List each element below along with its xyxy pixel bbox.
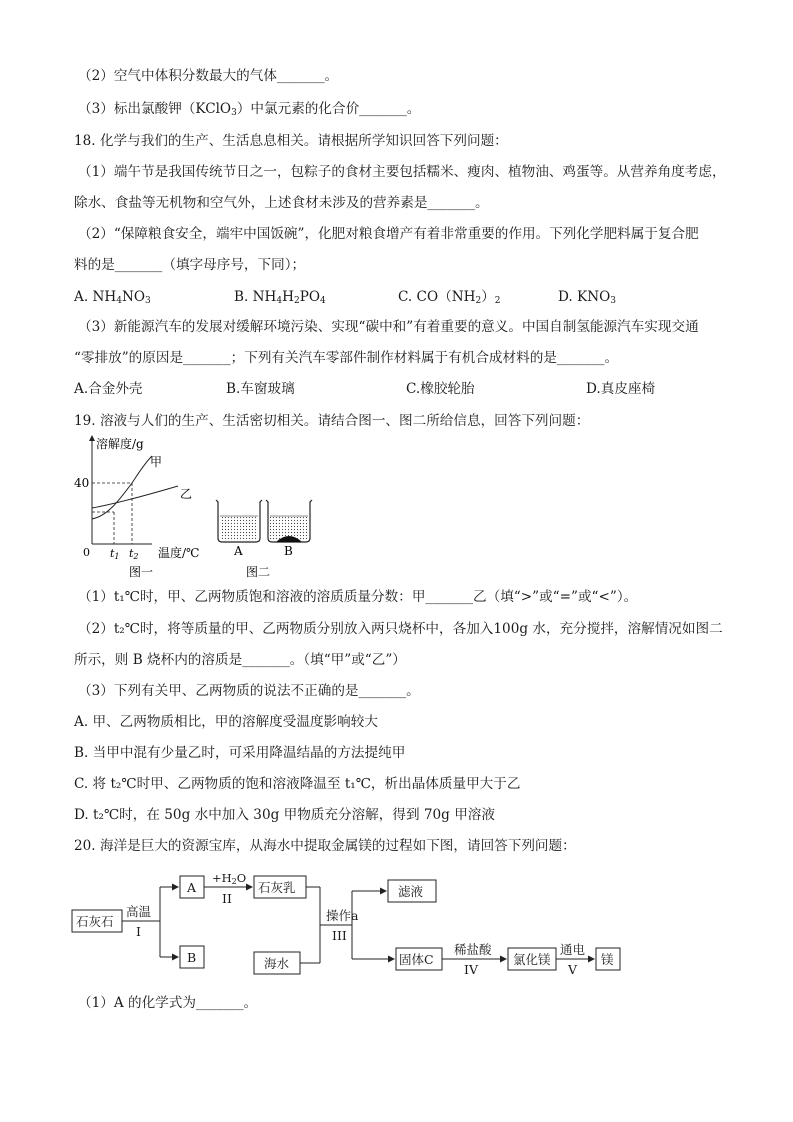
origin-label: 0 [83,546,90,559]
label-lime-milk: 石灰乳 [258,880,296,895]
q18-2-option-d: D. $KNO_3$ [558,289,616,306]
label-filtrate: 滤液 [398,884,424,899]
q17-2: （2）空气中体积分数最大的气体_______。 [78,68,339,84]
q18-3-option-a: A.合金外壳 [74,381,143,397]
q18-3-option-c: C.橡胶轮胎 [406,381,475,397]
curve-jia [92,456,152,519]
beaker-a-label: A [234,544,243,558]
q20-1: （1）A 的化学式为_______。 [78,995,258,1011]
q18-2-line1: （2）“保障粮食安全，端牢中国饭碗”，化肥对粮食增产有着非常重要的作用。下列化学肥料属于复合肥 [78,226,699,242]
q17-3: （3）标出氯酸钾（KClO$_3$）中氯元素的化合价_______。 [78,101,421,118]
q18-1-line2: 除水、食盐等无机物和空气外，上述食材未涉及的营养素是_______。 [74,195,489,211]
label-step1-cond: 高温 [126,904,152,919]
solubility-curve-figure [74,434,224,580]
figure2-caption: 图二 [246,565,271,579]
label-step4-num: IV [464,962,478,977]
q19-stem: 19. 溶液与人们的生产、生活密切相关。请结合图一、图二所给信息，回答下列问题： [74,413,590,429]
label-step3-num: III [332,928,347,943]
curve-yi [92,486,178,508]
figure1-caption: 图一 [129,565,154,579]
label-mg: 镁 [601,952,614,967]
q20-stem: 20. 海洋是巨大的资源宝库，从海水中提取金属镁的过程如下图，请回答下列问题： [74,838,576,854]
x-tick-t1: t1 [110,547,120,561]
label-b: B [187,950,197,965]
label-solid-c: 固体C [399,952,434,967]
q18-2-line2: 料的是_______（填字母序号，下同）； [74,257,306,273]
y-tick-40: 40 [74,476,90,490]
q18-2-option-a: A. $NH_4NO_3$ [74,289,151,306]
q19-3-option-c: C. 将 t₂℃时甲、乙两物质的饱和溶液降温至 t₁℃，析出晶体质量甲大于乙 [74,776,521,792]
q18-3-option-b: B.车窗玻璃 [226,381,295,397]
label-seawater: 海水 [264,956,290,971]
q19-3-option-a: A. 甲、乙两物质相比，甲的溶解度受温度影响较大 [74,714,378,730]
q19-3-option-d: D. t₂℃时，在 50g 水中加入 30g 甲物质充分溶解，得到 70g 甲溶液 [74,807,495,823]
beaker-b-label: B [284,544,293,558]
label-limestone: 石灰石 [76,914,114,929]
q18-2-option-c: C. $CO(NH_2)_2$ [398,289,501,306]
q18-2-option-b: B. $NH_4H_2PO_4$ [234,289,326,306]
q18-3-option-d: D.真皮座椅 [586,381,656,397]
magnesium-extraction-flowchart [70,866,630,982]
curve-yi-label: 乙 [180,487,193,501]
q19-1: （1）t₁℃时，甲、乙两物质饱和溶液的溶质质量分数：甲_______乙（填“>”或“=”或“<”）。 [78,589,638,605]
x-tick-t2: t2 [129,547,139,561]
y-axis-label: 溶解度/g [96,437,144,451]
beaker-b [266,500,312,542]
label-step1-num: I [136,924,141,939]
q18-1-line1: （1）端午节是我国传统节日之一，包粽子的食材主要包括糯米、瘦肉、植物油、鸡蛋等。从营养角度考虑， [78,164,726,180]
label-step2-num: II [222,891,232,906]
curve-jia-label: 甲 [150,455,163,469]
label-step5-num: V [568,962,578,977]
beakers-figure [212,492,322,580]
label-step4-cond: 稀盐酸 [454,942,492,957]
q19-3: （3）下列有关甲、乙两物质的说法不正确的是_______。 [78,683,420,699]
beaker-a [216,500,262,542]
q18-3-line2: “零排放”的原因是_______；下列有关汽车零部件制作材料属于有机合成材料的是_______。 [74,350,619,366]
label-step3-cond: 操作a [326,908,359,923]
q19-2-line2: 所示，则 B 烧杯内的溶质是_______。（填“甲”或“乙”） [74,652,406,668]
label-step2-cond: +H2O [212,871,247,886]
x-axis-label: 温度/℃ [158,546,200,560]
q18-stem: 18. 化学与我们的生产、生活息息相关。请根据所学知识回答下列问题： [74,133,508,149]
q19-3-option-b: B. 当甲中混有少量乙时，可采用降温结晶的方法提纯甲 [74,745,406,761]
q19-2-line1: （2）t₂℃时，将等质量的甲、乙两物质分别放入两只烧杯中，各加入100g 水，充分搅拌，溶解情况如图二 [78,621,723,637]
label-mgcl2: 氯化镁 [513,952,551,967]
label-a: A [187,880,197,895]
label-step5-cond: 通电 [560,942,586,957]
q18-3-line1: （3）新能源汽车的发展对缓解环境污染、实现“碳中和”有着重要的意义。中国自制氢能源汽车实现交通 [78,319,699,335]
